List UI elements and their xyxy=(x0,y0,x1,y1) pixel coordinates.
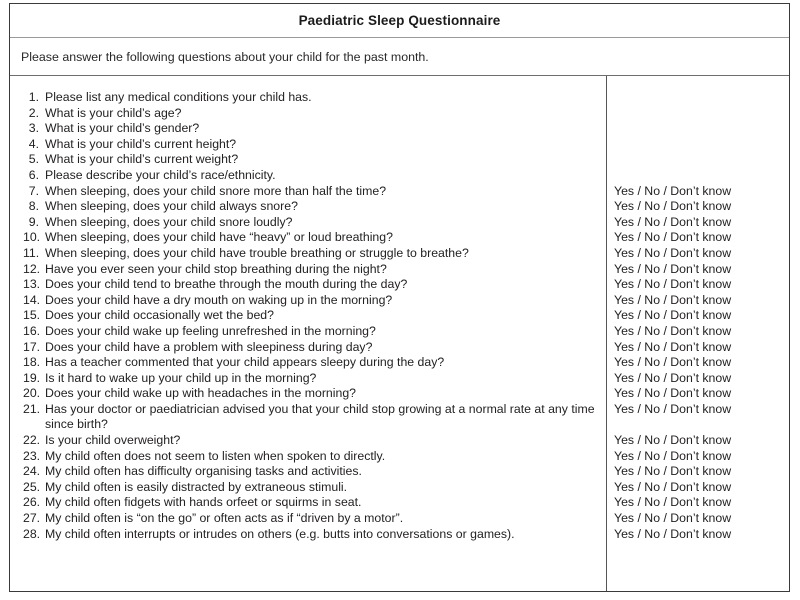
question-row xyxy=(23,527,600,543)
question-number: 9. xyxy=(28,214,39,229)
question-text: Does your child wake up with headaches in the morning? xyxy=(45,386,357,401)
question-row xyxy=(23,433,600,449)
question-row xyxy=(23,293,600,309)
question-number: 18. xyxy=(23,355,41,370)
question-number: 27. xyxy=(23,511,41,526)
question-text: Please describe your child’s race/ethnicity. xyxy=(45,167,276,182)
question-number: 8. xyxy=(28,199,39,214)
question-row xyxy=(23,246,600,262)
answer-placeholder xyxy=(614,137,789,153)
answer-options[interactable]: Yes / No / Don’t know xyxy=(614,230,732,245)
question-row xyxy=(23,106,600,122)
answer-options[interactable]: Yes / No / Don’t know xyxy=(614,339,732,354)
question-text: When sleeping, does your child snore loudly? xyxy=(45,214,293,229)
question-number: 17. xyxy=(23,339,41,354)
answer-options[interactable]: Yes / No / Don’t know xyxy=(614,433,732,448)
question-number: 3. xyxy=(28,121,39,136)
answer-options[interactable]: Yes / No / Don’t know xyxy=(614,261,732,276)
form-instruction-band xyxy=(10,38,789,76)
question-row xyxy=(23,402,600,433)
question-text: My child often interrupts or intrudes on others (e.g. butts into conversations or games). xyxy=(45,526,515,541)
question-number: 21. xyxy=(23,401,41,416)
question-text: Does your child have a problem with sleepiness during day? xyxy=(45,339,373,354)
question-number: 26. xyxy=(23,495,41,510)
answer-options[interactable]: Yes / No / Don’t know xyxy=(614,323,732,338)
question-number: 5. xyxy=(28,152,39,167)
question-row xyxy=(23,371,600,387)
answer-placeholder xyxy=(614,168,789,184)
answer-options[interactable]: Yes / No / Don’t know xyxy=(614,183,732,198)
answer-options[interactable]: Yes / No / Don’t know xyxy=(614,526,732,541)
answer-options[interactable]: Yes / No / Don’t know xyxy=(614,370,732,385)
answer-options[interactable]: Yes / No / Don’t know xyxy=(614,245,732,260)
question-row xyxy=(23,184,600,200)
question-text: My child often has difficulty organising tasks and activities. xyxy=(45,464,362,479)
question-row xyxy=(23,277,600,293)
question-number: 14. xyxy=(23,292,41,307)
answer-options[interactable]: Yes / No / Don’t know xyxy=(614,355,732,370)
answer-options[interactable]: Yes / No / Don’t know xyxy=(614,464,732,479)
answer-options[interactable]: Yes / No / Don’t know xyxy=(614,401,732,416)
question-number: 12. xyxy=(23,261,41,276)
question-row xyxy=(23,168,600,184)
question-row xyxy=(23,152,600,168)
question-row xyxy=(23,340,600,356)
question-row xyxy=(23,324,600,340)
answer-placeholder xyxy=(614,90,789,106)
question-text: Is your child overweight? xyxy=(45,433,181,448)
question-number: 24. xyxy=(23,464,41,479)
answer-options[interactable]: Yes / No / Don’t know xyxy=(614,511,732,526)
question-row xyxy=(23,199,600,215)
question-text: When sleeping, does your child have trouble breathing or struggle to breathe? xyxy=(45,245,469,260)
question-text: What is your child’s age? xyxy=(45,105,182,120)
question-row xyxy=(23,495,600,511)
question-text: When sleeping, does your child snore more than half the time? xyxy=(45,183,387,198)
answer-options[interactable]: Yes / No / Don’t know xyxy=(614,386,732,401)
answer-options[interactable]: Yes / No / Don’t know xyxy=(614,199,732,214)
question-number: 10. xyxy=(23,230,41,245)
question-row xyxy=(23,230,600,246)
question-text: Does your child wake up feeling unrefreshed in the morning? xyxy=(45,323,376,338)
question-text: My child often is “on the go” or often acts as if “driven by a motor”. xyxy=(45,511,404,526)
question-text: Does your child occasionally wet the bed? xyxy=(45,308,274,323)
answer-options[interactable]: Yes / No / Don’t know xyxy=(614,214,732,229)
question-row xyxy=(23,215,600,231)
question-text: My child often fidgets with hands orfeet or squirms in seat. xyxy=(45,495,362,510)
question-row xyxy=(23,480,600,496)
questions-column xyxy=(10,76,607,591)
answer-options[interactable]: Yes / No / Don’t know xyxy=(614,277,732,292)
question-row xyxy=(23,90,600,106)
question-number: 28. xyxy=(23,526,41,541)
form-title-band xyxy=(10,4,789,38)
answer-options[interactable]: Yes / No / Don’t know xyxy=(614,495,732,510)
question-number: 25. xyxy=(23,479,41,494)
question-text: When sleeping, does your child always snore? xyxy=(45,199,298,214)
question-number: 23. xyxy=(23,448,41,463)
answer-options[interactable]: Yes / No / Don’t know xyxy=(614,448,732,463)
answer-options[interactable]: Yes / No / Don’t know xyxy=(614,292,732,307)
question-number: 4. xyxy=(28,136,39,151)
question-number: 20. xyxy=(23,386,41,401)
question-row xyxy=(23,262,600,278)
question-text: Is it hard to wake up your child up in the morning? xyxy=(45,370,317,385)
question-number: 19. xyxy=(23,370,41,385)
question-row xyxy=(23,511,600,527)
question-text: What is your child’s current height? xyxy=(45,136,237,151)
answer-placeholder xyxy=(614,121,789,137)
question-number: 1. xyxy=(28,90,39,104)
question-text: What is your child’s current weight? xyxy=(45,152,239,167)
question-text: My child often is easily distracted by extraneous stimuli. xyxy=(45,479,348,494)
question-text: Has your doctor or paediatrician advised you that your child stop growing at a normal rate at any time since birth? xyxy=(45,401,595,432)
question-row xyxy=(23,137,600,153)
question-number: 15. xyxy=(23,308,41,323)
answer-placeholder xyxy=(614,106,789,122)
questionnaire-form xyxy=(9,3,790,592)
answers-column xyxy=(607,76,789,591)
question-text: When sleeping, does your child have “heavy” or loud breathing? xyxy=(45,230,393,245)
question-number: 22. xyxy=(23,433,41,448)
question-row xyxy=(23,449,600,465)
question-row xyxy=(23,308,600,324)
question-text: Does your child tend to breathe through the mouth during the day? xyxy=(45,277,408,292)
question-number: 6. xyxy=(28,167,39,182)
question-row xyxy=(23,386,600,402)
question-text: Has a teacher commented that your child appears sleepy during the day? xyxy=(45,355,445,370)
answer-options[interactable]: Yes / No / Don’t know xyxy=(614,308,732,323)
question-number: 7. xyxy=(28,183,39,198)
question-row xyxy=(23,464,600,480)
question-text: What is your child’s gender? xyxy=(45,121,200,136)
question-text: Does your child have a dry mouth on waking up in the morning? xyxy=(45,292,393,307)
question-number: 16. xyxy=(23,323,41,338)
form-body xyxy=(10,76,789,591)
question-text: My child often does not seem to listen when spoken to directly. xyxy=(45,448,386,463)
question-number: 11. xyxy=(23,245,40,260)
page-title: Paediatric Sleep Questionnaire xyxy=(298,13,501,28)
question-number: 13. xyxy=(23,277,41,292)
answer-placeholder xyxy=(614,152,789,168)
instruction-text: Please answer the following questions about your child for the past month. xyxy=(21,49,429,64)
question-row xyxy=(23,355,600,371)
question-number: 2. xyxy=(28,105,39,120)
question-text: Have you ever seen your child stop breathing during the night? xyxy=(45,261,387,276)
question-text: Please list any medical conditions your child has. xyxy=(45,90,312,104)
question-row xyxy=(23,121,600,137)
answer-options[interactable]: Yes / No / Don’t know xyxy=(614,479,732,494)
